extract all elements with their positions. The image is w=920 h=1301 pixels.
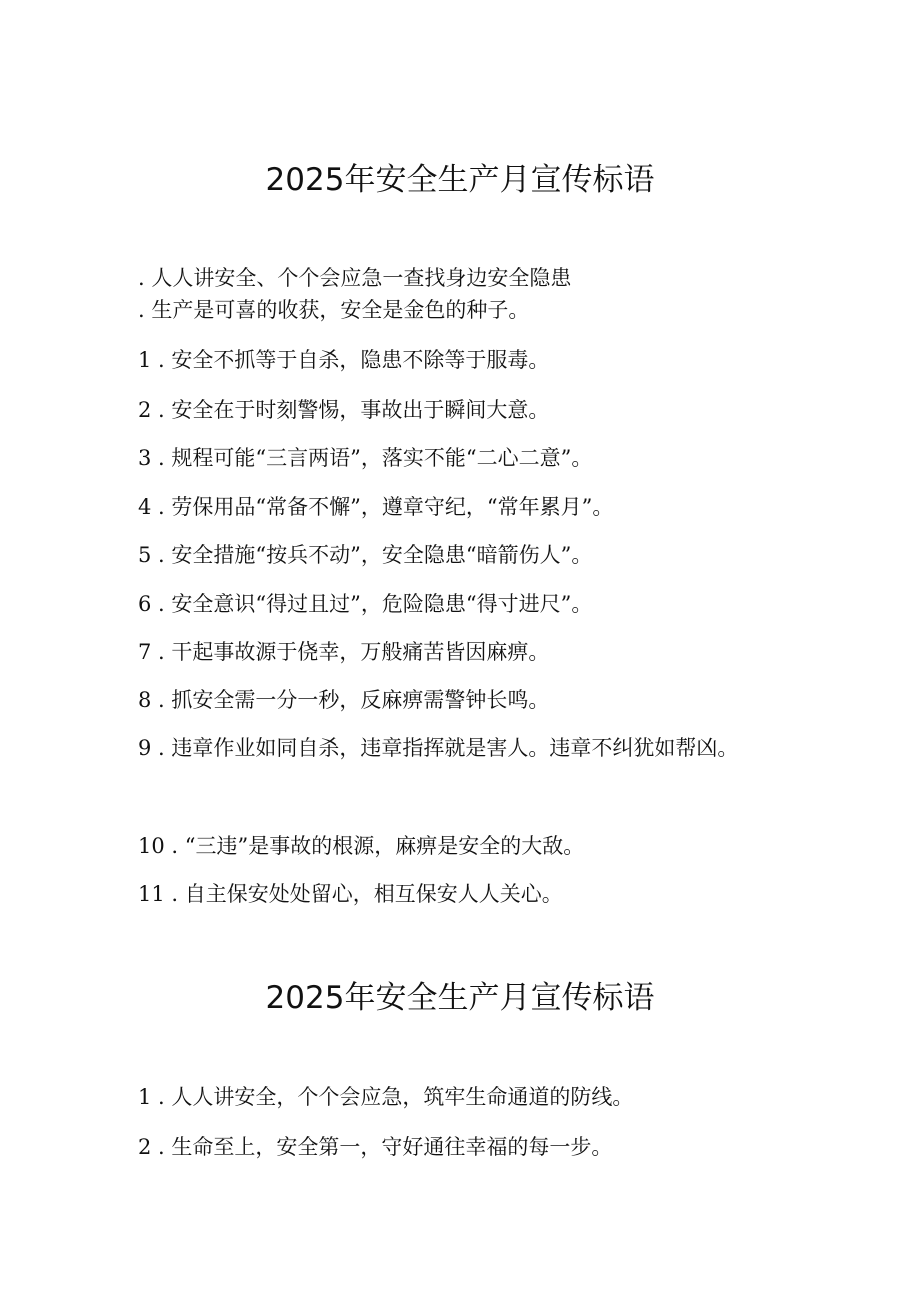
slogan-item-3: 3 . 规程可能“三言两语”，落实不能“二心二意”。 [138,446,593,470]
intro-line-2: . 生产是可喜的收获，安全是金色的种子。 [138,298,530,322]
slogan-item-11: 11 . 自主保安处处留心，相互保安人人关心。 [138,882,563,906]
slogan-item-1: 1 . 安全不抓等于自杀，隐患不除等于服毒。 [138,348,550,372]
slogan-item-7: 7 . 干起事故源于侥幸，万般痛苦皆因麻痹。 [138,640,550,664]
slogan-item-2: 2 . 安全在于时刻警惕，事故出于瞬间大意。 [138,398,550,422]
slogan-item-9: 9 . 违章作业如同自杀，违章指挥就是害人。违章不纠犹如帮凶。 [138,736,739,760]
section-1-title: 2025年安全生产月宣传标语 [265,162,655,198]
slogan-item-10: 10 . “三违”是事故的根源，麻痹是安全的大敌。 [138,834,585,858]
section-2-item-2: 2 . 生命至上，安全第一，守好通往幸福的每一步。 [138,1135,613,1159]
section-2-title: 2025年安全生产月宣传标语 [265,980,655,1016]
slogan-item-4: 4 . 劳保用品“常备不懈”，遵章守纪，“常年累月”。 [138,495,614,519]
slogan-item-8: 8 . 抓安全需一分一秒，反麻痹需警钟长鸣。 [138,688,550,712]
slogan-item-5: 5 . 安全措施“按兵不动”，安全隐患“暗箭伤人”。 [138,543,593,567]
intro-line-1: . 人人讲安全、个个会应急一查找身边安全隐患 [138,266,572,290]
slogan-item-6: 6 . 安全意识“得过且过”，危险隐患“得寸进尺”。 [138,592,593,616]
section-2-item-1: 1 . 人人讲安全，个个会应急，筑牢生命通道的防线。 [138,1085,634,1109]
